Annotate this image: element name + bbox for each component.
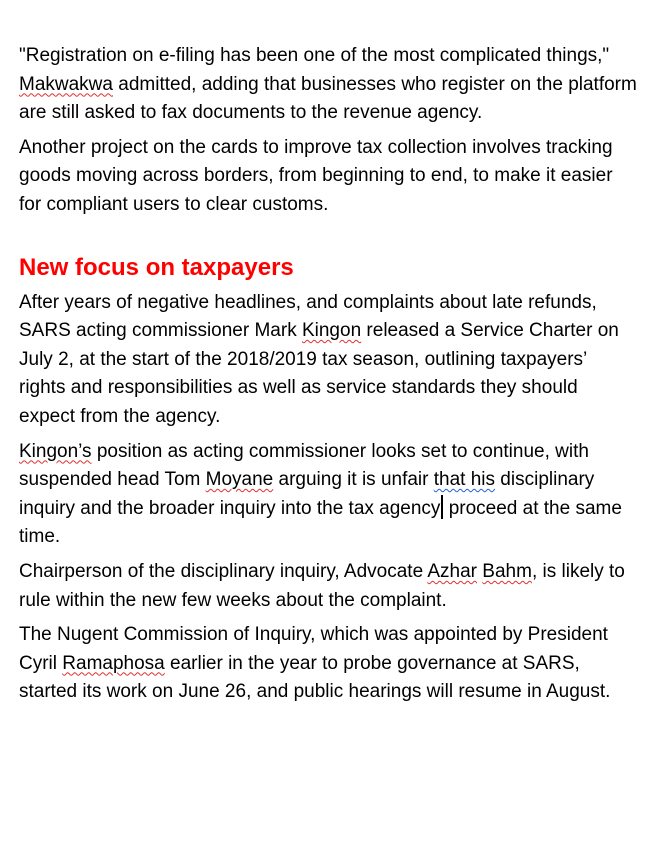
paragraph-moyane: Kingon’s position as acting commissioner looks set to continue, with suspended head Tom Moyane arguing it is unfair that his disciplinary inquiry and the broader inquiry into the tax agency proceed at the same time. — [19, 440, 622, 548]
paragraph-registration: "Registration on e-filing has been one of the most complicated things," Makwakwa admitted, adding that businesses who register on the platform are still asked to fax documents to the revenue agency. — [19, 45, 637, 124]
misspelled-word[interactable]: Bahm — [482, 560, 532, 582]
misspelled-word[interactable]: Ramaphosa — [62, 652, 165, 674]
paragraph-customs: Another project on the cards to improve tax collection involves tracking goods moving across borders, from beginning to end, to make it easier for compliant users to clear customs. — [19, 136, 613, 215]
misspelled-word[interactable]: Makwakwa — [19, 73, 113, 95]
section-heading: New focus on taxpayers — [19, 253, 294, 281]
grammar-flag[interactable]: that his — [433, 469, 496, 491]
misspelled-word[interactable]: Azhar — [427, 560, 478, 582]
paragraph-disciplinary-inquiry: Chairperson of the disciplinary inquiry, Advocate Azhar Bahm, is likely to rule within the new few weeks about the complaint. — [19, 560, 625, 611]
paragraph-nugent-commission: The Nugent Commission of Inquiry, which was appointed by President Cyril Ramaphosa earlier in the year to probe governance at SARS, started its work on June 26, and public hearings will resume in August. — [19, 624, 611, 703]
misspelled-word[interactable]: Kingon’s — [19, 440, 92, 462]
paragraph-service-charter: After years of negative headlines, and complaints about late refunds, SARS acting commissioner Mark Kingon released a Service Charter on July 2, at the start of the 2018/2019 tax season, outlining taxpayers’ rights and responsibilities as well as service standards they should expect from the agency. — [19, 291, 619, 427]
misspelled-word[interactable]: Moyane — [205, 469, 274, 491]
document-body[interactable] — [19, 42, 637, 707]
misspelled-word[interactable]: Kingon — [301, 320, 362, 342]
